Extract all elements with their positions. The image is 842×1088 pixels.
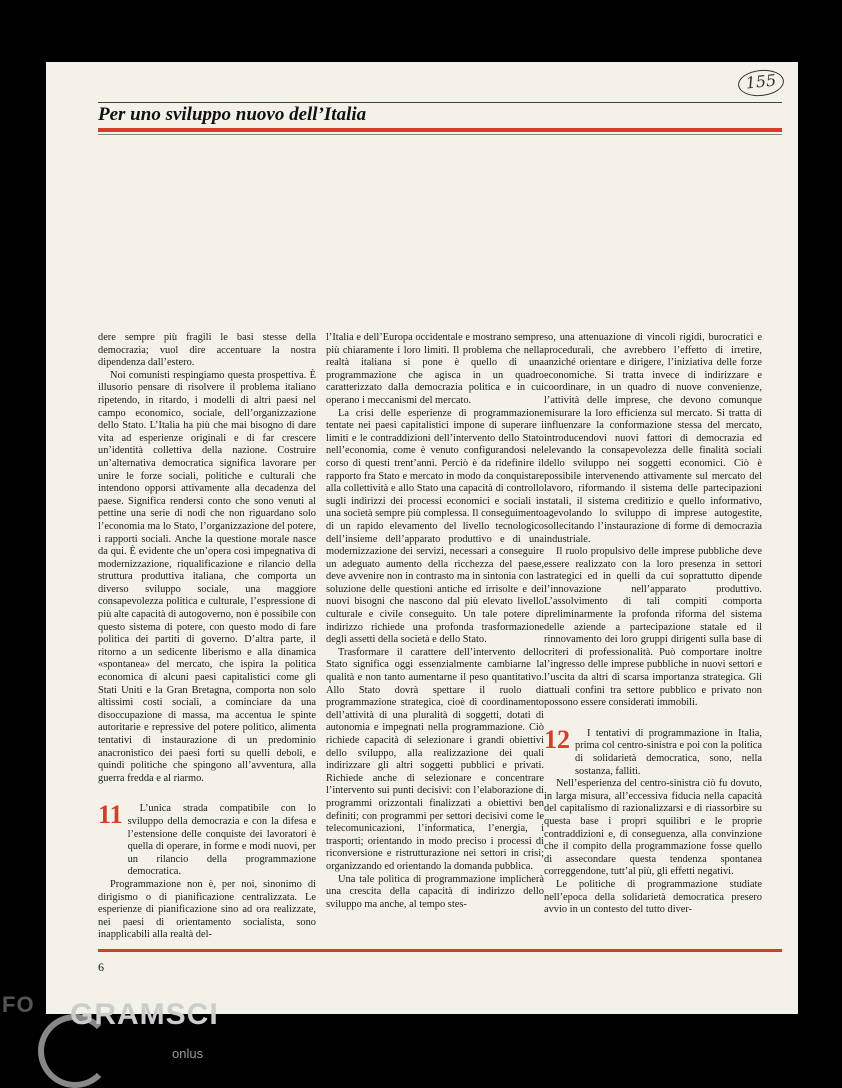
watermark-logo: GRAMSCI xyxy=(70,998,219,1031)
section-11 xyxy=(98,800,316,879)
section-12 xyxy=(544,724,762,778)
paragraph: Una tale politica di programmazione implicherà una crescita della capacità di indirizzo dello sviluppo ma anche, al tempo stes- xyxy=(326,873,544,910)
header-red-bar xyxy=(98,128,782,132)
section-number: 12 xyxy=(544,724,570,754)
paragraph: Noi comunisti respingiamo questa prospettiva. È illusorio pensare di risolvere il problema italiano ripetendo, in ritardo, i modelli di altri paesi nel campo economico, sociale, dell’organizzazione dello Stato. L’Italia ha più che mai bisogno di dare vita ad esperienze originali e di far crescere un’identità collettiva della nazione. Costruire un’alternativa democratica significa lavorare per unire le forze sociali, politiche e culturali che intendono opporsi attivamente alla decadenza del paese. Significa rendersi conto che sono venuti al pettine una serie di nodi che non riguardano solo l’economia ma lo Stato, l’organizzazione del potere, i rapporti sociali. Anche la questione morale nasce da qui. È evidente che un’opera così impegnativa di modernizzazione, riqualificazione e rilancio della struttura produttiva italiana, che comporta un diverso sviluppo sociale, una maggiore consapevolezza politica e culturale, l’espressione di più alte capacità di autogoverno, non è possibile con questo sistema di potere, con questo modo di fare politica dei partiti di governo. D’altra parte, il ritorno a un sedicente liberismo e alla dinamica «spontanea» del mercato, che ispira la politica economica di alcuni paesi capitalistici come gli Stati Uniti e la Gran Bretagna, comporta non solo altissimi costi sociali, a cominciare da una disoccupazione di massa, ma accentua le spinte autoritarie e repressive del potere politico, alimenta tentativi di instaurazione di un predominio anacronistico dei paesi forti su quelli deboli, e quindi politiche che spingono all’avventura, alla guerra fredda e al riarmo. xyxy=(98,369,316,784)
paragraph: so, una attenuazione di vincoli rigidi, burocratici e procedurali, che avrebbero l’effetto di irretire, anziché orientare e dirigere, l’iniziativa delle forze economiche. Si tratta invece di indirizzare e coordinare, in un quadro di nuove convenienze, l’attività delle imprese, che devono comunque misurare la loro efficienza sul mercato. Si tratta di influenzare la conformazione stessa del mercato, introducendovi nuovi fattori di democrazia ed elevando la consapevolezza delle finalità sociali dello sviluppo nei soggetti economici. Ciò è possibile intervenendo attivamente sul mercato del lavoro, riformando il sistema delle partecipazioni statali, il sistema creditizio e quello informativo, agevolando lo sviluppo di imprese autogestite, sollecitando l’instaurazione di forme di democrazia industriale. xyxy=(544,332,762,545)
paragraph: Il ruolo propulsivo delle imprese pubbliche deve essere realizzato con la loro presenza in settori strategici ed in quelli da cui soprattutto dipende l’innovazione nell’apparato produttivo. L’assolvimento di tali compiti comporta preliminarmente la profonda riforma del sistema delle aziende a partecipazione statale ed il rinnovamento dei loro gruppi dirigenti sulla base di criteri di professionalità. Può comportare inoltre l’ingresso delle imprese pubbliche in nuovi settori e l’uscita da altri di scarsa importanza strategica. Gli attuali confini tra settore pubblico e privato non possono essere considerati immobili. xyxy=(544,546,762,709)
header-thin-rule xyxy=(98,134,782,135)
paragraph: l’Italia e dell’Europa occidentale e mostrano sempre più chiaramente i loro limiti. Il problema che nella realtà italiana si pone è quello di una programmazione che agisca in un quadro caratterizzato dalla democrazia politica e in cui operano i meccanismi del mercato. xyxy=(326,332,544,406)
section-number: 11 xyxy=(98,800,123,830)
watermark-suffix: onlus xyxy=(172,1046,204,1061)
paragraph: La crisi delle esperienze di programmazione tentate nei paesi capitalistici impone di superare i limiti e le contraddizioni dell’intervento dello Stato nell’economia, come è venuto configurandosi nel corso di questi trent’anni. Perciò è da ridefinire il rapporto fra Stato e mercato in modo da conquistare alla collettività e allo Stato una capacità di controllo sugli indirizzi dei processi economici e sociali in una società sempre più complessa. Il conseguimento di un rapido elevamento del livello tecnologico dell’insieme dell’apparato produttivo e di una modernizzazione dei servizi, necessari a conseguire un adeguato aumento della ricchezza del paese, deve avvenire non in contrasto ma in sintonia con la soluzione delle questioni antiche ed irrisolte e dei nuovi bisogni che nascono dal più elevato livello culturale e civile conseguito. Un tale potere di indirizzo richiede una profonda trasformazione degli assetti della società e dello Stato. xyxy=(326,407,544,646)
text-column-2 xyxy=(326,332,544,911)
watermark-prefix: FO xyxy=(2,992,35,1017)
header-top-rule xyxy=(98,102,782,103)
document-page xyxy=(46,62,798,1014)
paragraph: dere sempre più fragili le basi stesse della democrazia; vuol dire accentuare la nostra dipendenza dall’estero. xyxy=(98,332,316,369)
section-lead-paragraph: L’unica strada compatibile con lo sviluppo della democrazia e con la difesa e l’estensione delle conquiste dei lavoratori è quella di operare, in forme e modi nuovi, per un rilancio della programmazione democratica. xyxy=(127,803,316,878)
section-lead-paragraph: I tentativi di programmazione in Italia, prima col centro-sinistra e poi con la politica di solidarietà democratica, sono, nella sostanza, falliti. xyxy=(575,727,762,777)
watermark xyxy=(0,988,842,1080)
text-column-1 xyxy=(98,332,316,942)
footer-red-rule xyxy=(98,949,782,952)
paragraph: Trasformare il carattere dell’intervento dello Stato significa oggi essenzialmente cambiarne la qualità e non tanto aumentarne il peso quantitativo. Allo Stato dovrà spettare il ruolo di programmazione strategica, cioè di coordinamento dell’attività di una pluralità di soggetti, dotati di autonomia e impegnati nella programmazione. Ciò richiede capacità di selezionare i grandi obiettivi dello sviluppo, alla realizzazione dei quali indirizzare gli altri soggetti pubblici e privati. Richiede anche di selezionare e concentrare l’intervento sui punti decisivi: con l’elaborazione di programmi orizzontali finalizzati a obiettivi ben definiti; con programmi per settori decisivi come le telecomunicazioni, l’informatica, l’energia, i trasporti; orientando in modo preciso i processi di riconversione e ristrutturazione nei settori in crisi; organizzando ed orientando la domanda pubblica. xyxy=(326,646,544,872)
paragraph: Nell’esperienza del centro-sinistra ciò fu dovuto, in larga misura, all’eccessiva fiducia nella capacità del capitalismo di razionalizzarsi e di riassorbire su questa base i propri squilibri e le proprie contraddizioni e, di conseguenza, alla convinzione che il compito della programmazione fosse quello di assecondare questa tendenza spontanea correggendone, tutt’al più, gli effetti negativi. xyxy=(544,778,762,878)
text-column-3 xyxy=(544,332,762,917)
paragraph: Programmazione non è, per noi, sinonimo di dirigismo o di pianificazione centralizzata. Le esperienze di pianificazione sino ad ora realizzate, nei paesi di orientamento socialista, sono inapplicabili alla realtà del- xyxy=(98,878,316,941)
paragraph: Le politiche di programmazione studiate nell’epoca della solidarietà democratica presero avvio in un contesto del tutto diver- xyxy=(544,878,762,916)
page-folio: 6 xyxy=(98,960,104,974)
page-title: Per uno sviluppo nuovo dell’Italia xyxy=(98,104,367,125)
handwritten-page-number: 155 xyxy=(737,68,785,99)
